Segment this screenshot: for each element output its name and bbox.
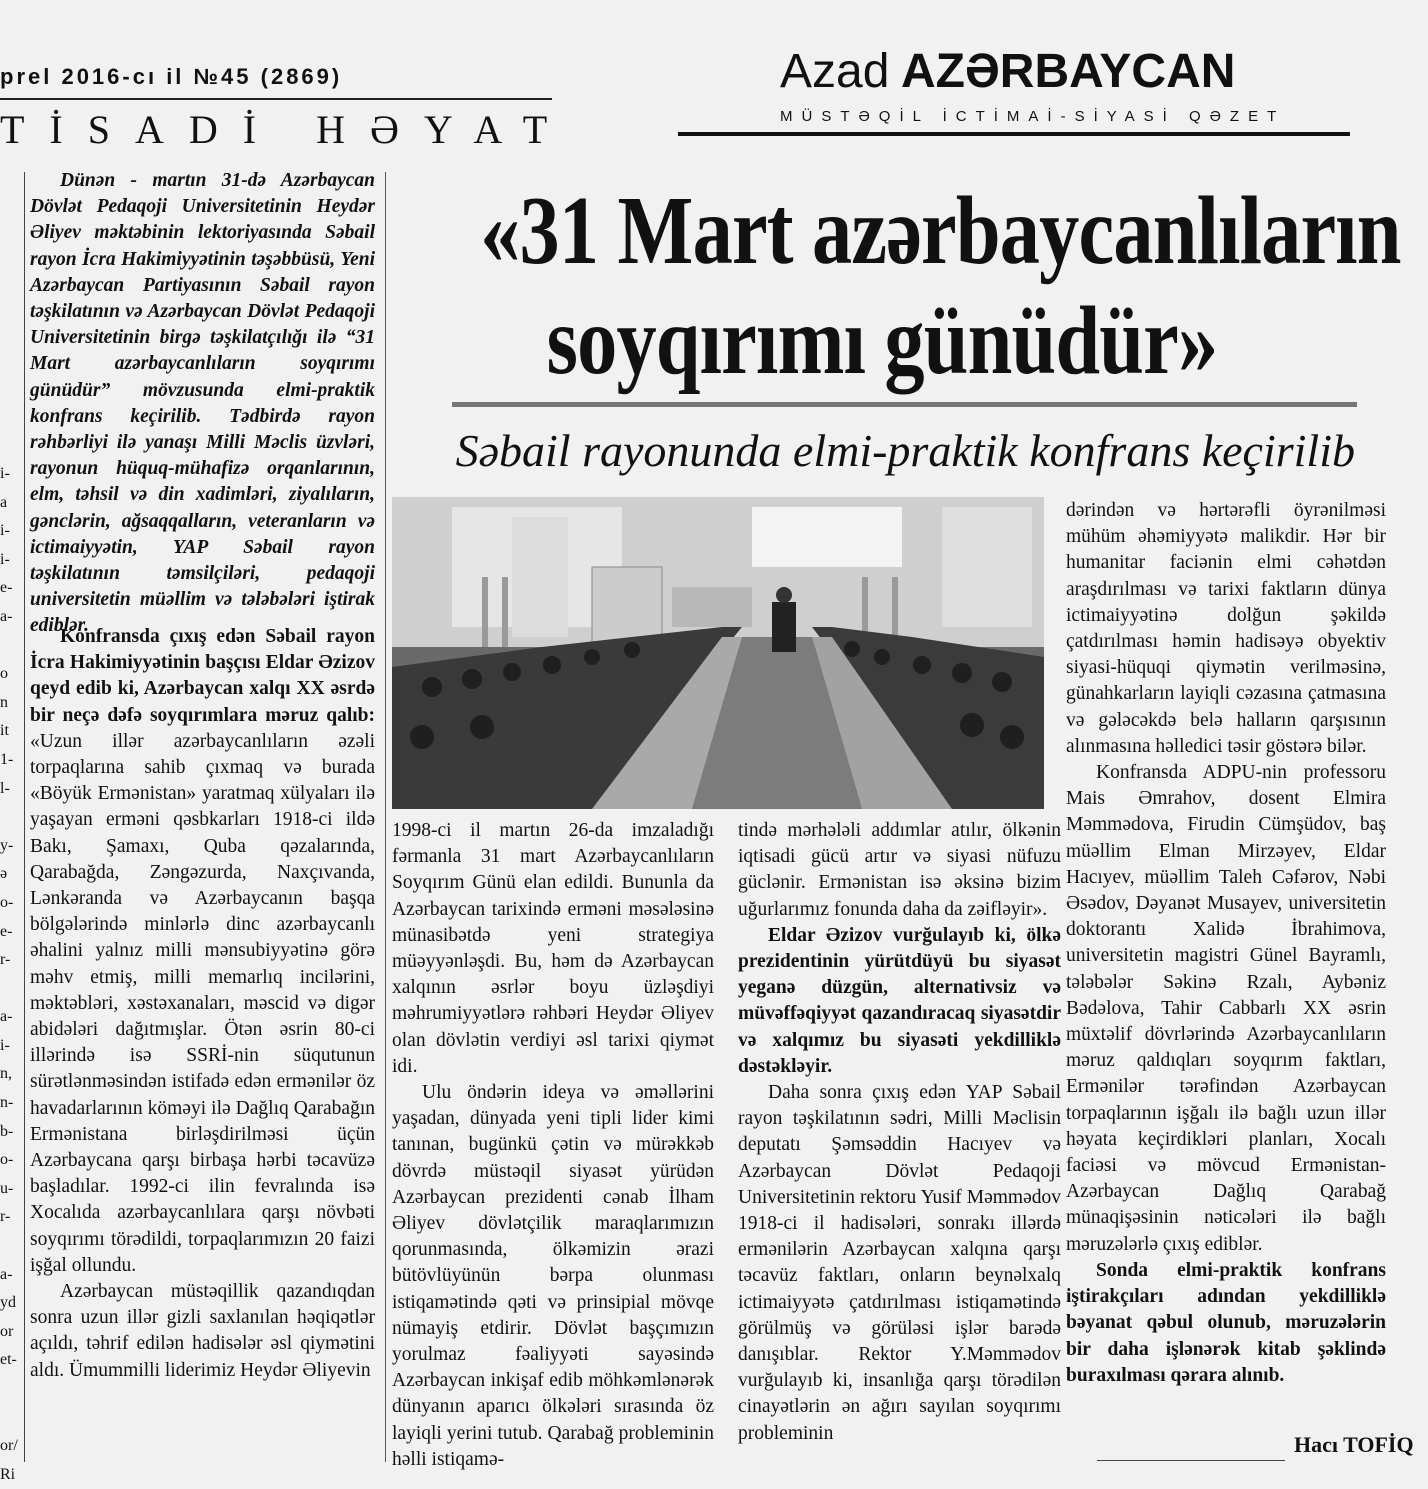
column-rule (24, 172, 25, 1462)
headline-line-2: soyqırımı günüdür» (546, 287, 1218, 395)
fragment-line: yd (0, 1294, 16, 1312)
column-3-paragraph-2: Eldar Əzizov vurğulayıb ki, ölkə prezidentinin yürütdüyü bu siyasət yeganə düzgün, alternativsiz və müvəffəqiyyət qazandıracaq siyasətdir və xalqımız bu siyasəti yekdilliklə dəstəkləyir. (738, 924, 1061, 1077)
fragment-line: i- (0, 550, 10, 568)
fragment-line (0, 1404, 22, 1433)
headline-rule (452, 402, 1357, 407)
column-4-paragraph-2: Konfransda ADPU-nin professoru Mais Əmrahov, dosent Elmira Məmmədova, Firudin Cümşüdov, baş müəllim Elman Mirzəyev, Eldar Hacıyev, müəllim Taleh Cəfərov, Nəbi Əsədov, Dəyanət Musayev, universitetin doktorantı Xalidə İbrahimova, universitetin magistri Günel Bayramlı, tələbələr Səkinə Rzalı, Aybəniz Bədəlova, Tahir Cabbarlı XX əsrin müxtəlif dövrlərində Azərbaycanlıların məruz qaldıqları soyqırım faktları, Ermənilər tərəfindən Azərbaycan torpaqlarının işğalı ilə bağlı uzun illər həyata keçirdikləri planları, Xocalı faciəsi və mövcud Ermənistan-Azərbaycan Dağlıq Qarabağ münaqişəsinin nəticələri ilə bağlı məruzələrlə çıxış ediblər. (1066, 762, 1386, 1255)
fragment-line: e- (0, 579, 13, 597)
fragment-line: or/ (0, 1437, 18, 1455)
fragment-line: l- (0, 779, 10, 797)
fragment-line: or (0, 1322, 14, 1340)
fragment-line: a- (0, 1265, 13, 1283)
fragment-line: a- (0, 1008, 13, 1026)
article-column-2 (392, 818, 714, 1473)
fragment-line: it (0, 722, 9, 740)
column-rule (385, 172, 386, 1462)
newspaper-name-part1: Azad (780, 45, 890, 98)
column-3-paragraph-3: Daha sonra çıxış edən YAP Səbail rayon təşkilatının sədri, Milli Məclisin deputatı Şəmsəddin Hacıyev və Azərbaycan Dövlət Pedaqoji Universitetinin rektoru Yusif Məmmədov 1918-ci il hadisələri, sonrakı illərdə ermənilərin Azərbaycan xalqına qarşı təcavüz faktları, onların beynəlxalq ictimaiyyətə çatdırılması istiqamətində görülmüş və görüləsi işlər barədə danışıblar. Rektor Y.Məmmədov vurğulayıb ki, insanlığa qarşı törədilən cinayətlərin ən ağırı sayılan soyqırımı probleminin (738, 1082, 1061, 1444)
header-rule (0, 98, 552, 100)
article-subheadline: Səbail rayonunda elmi-praktik konfrans keçirilib (455, 425, 1355, 476)
fragment-line: o- (0, 893, 14, 911)
fragment-line: a (0, 493, 8, 511)
fragment-line: n- (0, 1094, 14, 1112)
fragment-line: i- (0, 465, 10, 482)
column-3-paragraph-1: tində mərhələli addımlar atılır, ölkənin iqtisadi gücü artır və siyasi nüfuzu güclənir. Ermənistan isə əksinə bizim uğurlarımız fonunda daha da zəifləyir». (738, 820, 1061, 920)
fragment-line: ə (0, 865, 8, 883)
fragment-line: 1- (0, 750, 14, 768)
newspaper-name-part2: AZƏRBAYCAN (900, 45, 1236, 98)
section-title: TİSADİ HƏYAT (0, 107, 573, 152)
fragment-line: r- (0, 1208, 11, 1226)
fragment-line: o- (0, 1151, 14, 1169)
fragment-line: i- (0, 522, 10, 540)
article-column-1 (30, 624, 375, 1384)
headline-line-1: «31 Mart azərbaycanlıların (480, 177, 1401, 285)
fragment-line: b- (0, 1122, 14, 1140)
fragment-line: a- (0, 607, 13, 625)
fragment-line (0, 1232, 22, 1261)
byline: Hacı TOFİQ (1294, 1432, 1414, 1457)
newspaper-tagline: MÜSTƏQİL İCTİMAİ-SİYASİ QƏZET (780, 108, 1286, 125)
lead-paragraph: Dünən - martın 31-də Azərbaycan Dövlət Pedaqoji Universitetinin Heydər Əliyev məktəbinin lektoriyasında Səbail rayon İcra Hakimiyyətinin təşəbbüsü, Yeni Azərbaycan Partiyasının Səbail rayon təşkilatının və Azərbaycan Dövlət Pedaqoji Universitetinin birgə təşkilatçılığı ilə “31 Mart azərbaycanlıların soyqırımı günüdür” mövzusunda elmi-praktik konfrans keçirilib. Tədbirdə rayon rəhbərliyi ilə yanaşı Milli Məclis üzvləri, rayonun hüquq-mühafizə orqanlarının, elm, təhsil və din xadimləri, ziyalıların, gənclərin, ağsaqqalların, veteranların və ictimaiyyətin, YAP Səbail rayon təşkilatının təmsilçiləri, pedaqoji universitetin müəllim və tələbələri iştirak ediblər. (30, 170, 375, 637)
fragment-line (0, 975, 22, 1004)
fragment-line: et- (0, 1351, 17, 1369)
fragment-line: e- (0, 922, 13, 940)
article-column-4 (1066, 498, 1386, 1389)
newspaper-name (780, 44, 1235, 99)
fragment-line: u- (0, 1179, 14, 1197)
conference-photo (392, 497, 1044, 809)
column-4-paragraph-1: dərindən və hərtərəfli öyrənilməsi mühüm əhəmiyyətə malikdir. Hər bir humanitar faciənin elmi cəhətdən araşdırılması və tarixi faktların dünya ictimaiyyətinə dolğun şəkildə çatdırılması həmin hadisəyə obyektiv siyasi-hüquqi qiymətin verilməsinə, günahkarların layiqli cəzasına çatmasına və gələcəkdə belə halların qarşısının alınmasına həlledici təsir göstərə bilər. (1066, 500, 1386, 757)
fragment-line (0, 803, 22, 832)
fragment-line: o (0, 665, 8, 683)
fragment-line: n (0, 693, 8, 711)
fragment-line: r- (0, 951, 11, 969)
byline-rule (1097, 1460, 1285, 1461)
column-4-paragraph-3: Sonda elmi-praktik konfrans iştirakçıları adından yekdilliklə bəyanat qəbul olunub, məruzələrin bir daha işlənərək kitab şəklində buraxılması qərara alınıb. (1066, 1259, 1386, 1386)
masthead-rule (678, 132, 1350, 136)
speaker-intro: Konfransda çıxış edən Səbail rayon İcra Hakimiyyətinin başçısı Eldar Əzizov qeyd edib ki, Azərbaycan xalqı XX əsrdə bir neçə dəfə soyqırımlara məruz qalıb: (30, 626, 375, 726)
fragment-line: n, (0, 1065, 12, 1083)
fragment-line (0, 1375, 22, 1404)
column-1-paragraph-2: Azərbaycan müstəqillik qazandıqdan sonra uzun illər gizli saxlanılan həqiqətlər açıldı, təhrif edilən hadisələr əsl qiymətini aldı. Ümummilli liderimiz Heydər Əliyevin (30, 1281, 375, 1381)
article-lead (30, 168, 375, 640)
column-1-paragraph-1 (30, 624, 375, 1279)
fragment-line: i- (0, 1036, 10, 1054)
quote-text: «Uzun illər azərbaycanlıların əzəli torpaqlarına sahib çıxmaq və burada «Böyük Ermənistan» yaratmaq xülyaları ilə yaşayan erməni qəsbkarları 1918-ci ildə Bakı, Şamaxı, Quba qəzalarında, Qarabağda, Zəngəzurda, Naxçıvanda, Lənkəranda və Azərbaycanın başqa bölgələrində minlərlə dinc azərbaycanlı əhalini yalnız milli mənsubiyyətinə görə məhv etmiş, milli memarlıq incilərini, məktəbləri, xəstəxanaları, məscid və digər abidələri dağıtmışlar. Ötən əsrin 80-ci illərində isə SSRİ-nin süqutunun sürətlənməsindən istifadə edən ermənilər öz havadarlarının köməyi ilə Dağlıq Qarabağın Ermənistana birləşdirilməsi üçün Azərbaycana qarşı birbaşa hərbi təcavüzə başladılar. 1992-ci ilin fevralında isə Xocalıda azərbaycanlılara qarşı növbəti soyqırımı törədildi, torpaqlarımızın 20 faizi işğal ollundu. (30, 730, 375, 1276)
column-2-paragraph-2: Ulu öndərin ideya və əməllərini yaşadan, dünyada yeni tipli lider kimi tanınan, bugünkü çətin və mürəkkəb dövrdə müstəqil siyasət yürüdən Azərbaycan prezidenti cənab İlham Əliyev dövlətçilik maraqlarımızın qorunmasında, ölkəmizin ərazi bütövlüyünün bərpa olunması istiqamətində qəti və prinsipial mövqe nümayiş etdirir. Dövlət başçımızın yorulmaz fəaliyyəti sayəsində Azərbaycan inkişaf edib möhkəmlənərək dünyanın aparıcı ölkələri sırasında öz layiqli yerini tutub. Qarabağ probleminin həlli istiqamə- (392, 1082, 714, 1470)
article-headline (480, 176, 1401, 396)
fragment-line (0, 632, 22, 661)
column-2-paragraph-1: 1998-ci il martın 26-da imzaladığı fərmanla 31 mart Azərbaycanlıların Soyqırım Günü elan edildi. Bununla da Azərbaycan tarixində erməni məsələsinə münasibətdə yeni strategiya müəyyənləşdi. Bu, həm də Azərbaycan xalqının əsrlər boyu üzləşdiyi məhrumiyyətlərə rəhbəri Heydər Əliyev olan dövlətin verdiyi əsl tarixi qiymət idi. (392, 820, 714, 1077)
cropped-column-fragments (0, 460, 22, 1489)
article-column-3 (738, 818, 1061, 1447)
fragment-line: Ri (0, 1465, 16, 1483)
issue-date-line: prel 2016-cı il №45 (2869) (0, 64, 343, 89)
fragment-line: y- (0, 836, 14, 854)
